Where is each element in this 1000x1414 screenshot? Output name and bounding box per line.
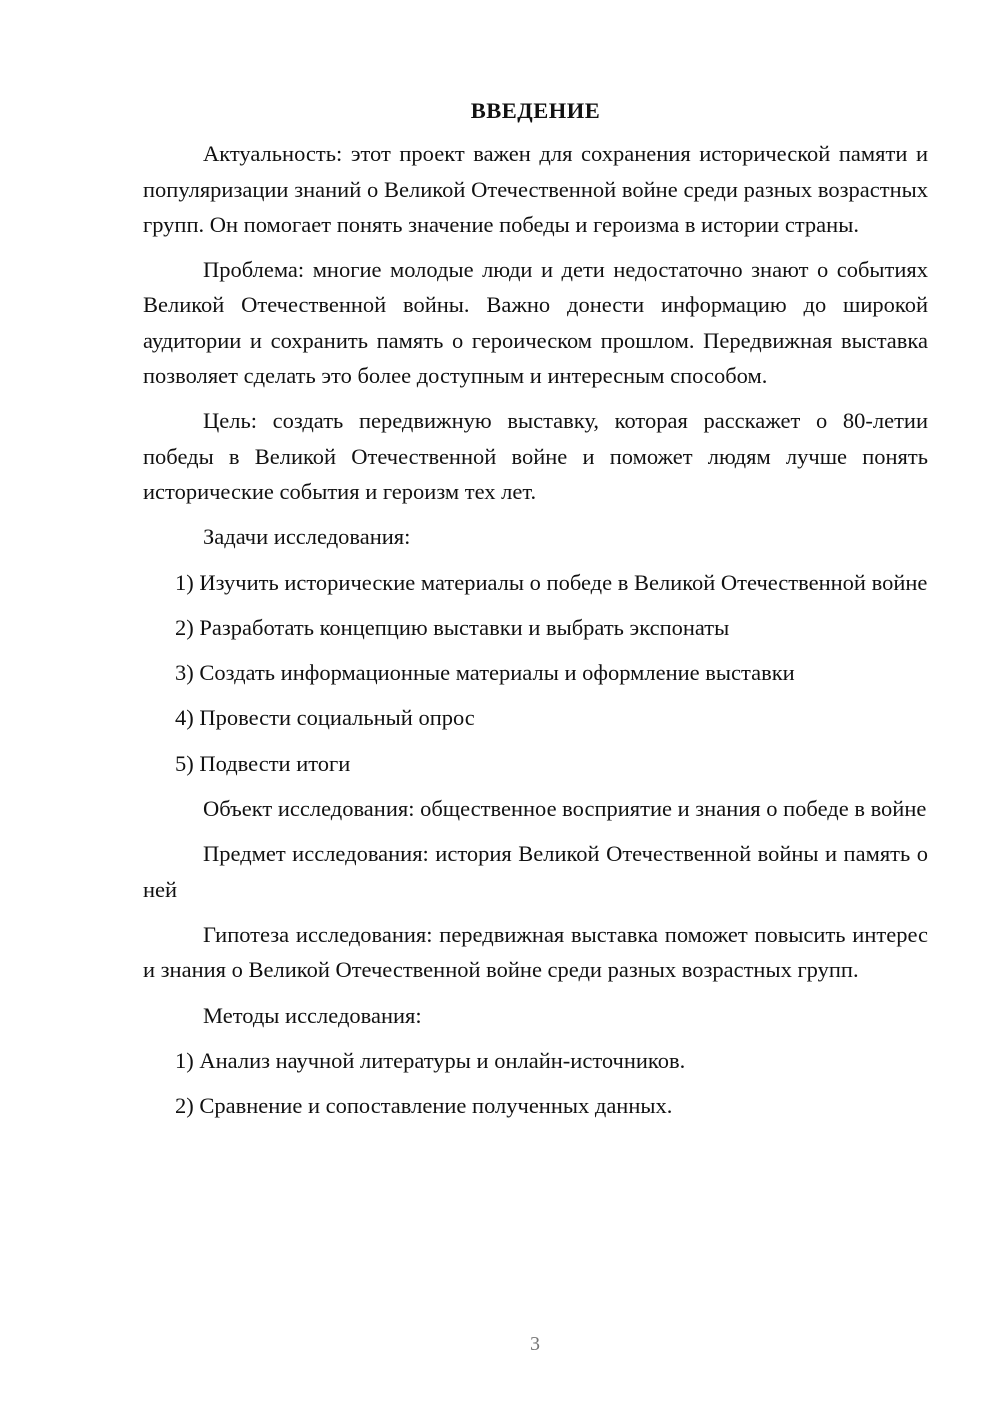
- goal-paragraph: Цель: создать передвижную выставку, которая расскажет о 80-летии победы в Великой Отечественной войне и поможет людям лучше понять исторические события и героизм тех лет.: [143, 408, 928, 504]
- problem-paragraph: Проблема: многие молодые люди и дети недостаточно знают о событиях Великой Отечественной войны. Важно донести информацию до широкой аудитории и сохранить память о героическом прошлом. Передвижная выставка позволяет сделать это более доступным и интересным способом.: [143, 257, 928, 389]
- subject-paragraph: Предмет исследования: история Великой Отечественной войны и память о ней: [143, 841, 928, 902]
- method-item: 2) Сравнение и сопоставление полученных данных.: [175, 1093, 673, 1119]
- task-item: 1) Изучить исторические материалы о победе в Великой Отечественной войне: [175, 569, 928, 595]
- methods-title: Методы исследования:: [203, 1002, 422, 1028]
- task-item: 4) Провести социальный опрос: [175, 705, 475, 731]
- page-number: 3: [530, 1333, 540, 1355]
- page-body: [143, 93, 928, 1133]
- task-item: 2) Разработать концепцию выставки и выбрать экспонаты: [175, 614, 730, 640]
- object-paragraph: Объект исследования: общественное восприятие и знания о победе в войне: [203, 796, 927, 822]
- method-item: 1) Анализ научной литературы и онлайн-источников.: [175, 1047, 686, 1073]
- hypothesis-paragraph: Гипотеза исследования: передвижная выставка поможет повысить интерес и знания о Великой Отечественной войне среди разных возрастных групп.: [143, 921, 928, 983]
- task-item: 5) Подвести итоги: [175, 750, 351, 776]
- section-heading: ВВЕДЕНИЕ: [470, 98, 601, 123]
- tasks-title: Задачи исследования:: [203, 524, 411, 550]
- task-item: 3) Создать информационные материалы и оформление выставки: [175, 660, 795, 686]
- relevance-paragraph: Актуальность: этот проект важен для сохранения исторической памяти и популяризации знаний о Великой Отечественной войне среди разных возрастных групп. Он помогает понять значение победы и героизма в истории страны.: [143, 141, 928, 237]
